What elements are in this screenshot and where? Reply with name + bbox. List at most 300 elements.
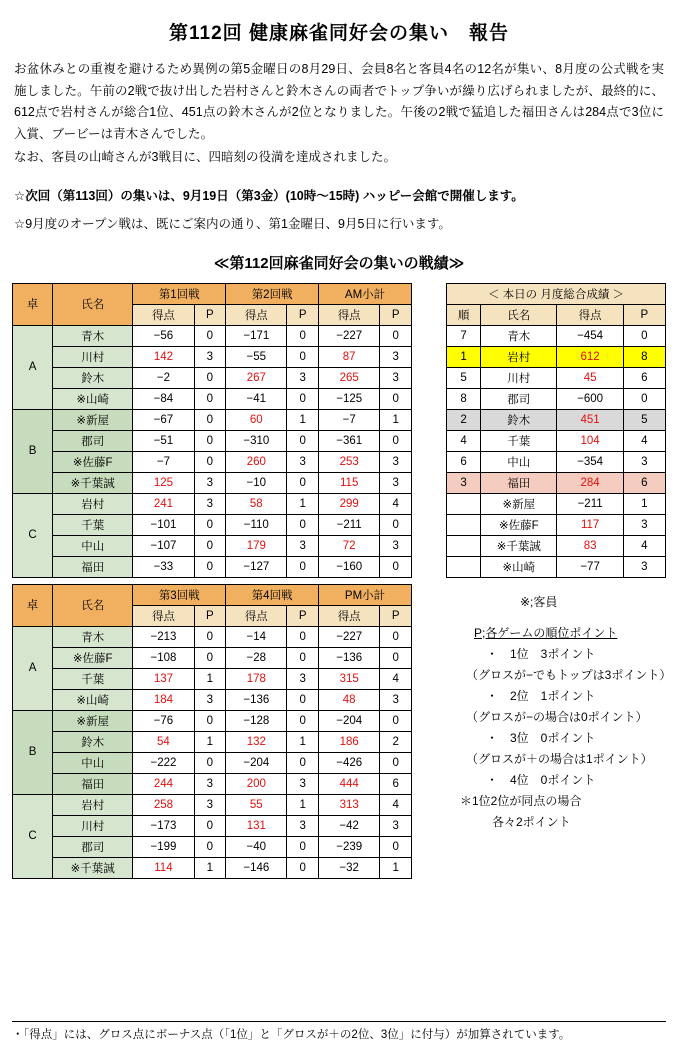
- point-cell: 0: [287, 514, 319, 535]
- score-cell: 444: [319, 773, 380, 794]
- total-row: [447, 514, 666, 535]
- header-game3: 第3回戦: [133, 584, 226, 605]
- tables-area: [12, 283, 672, 879]
- table-row: [13, 430, 412, 451]
- header-rank: 順: [447, 304, 481, 325]
- point-cell: 0: [380, 836, 412, 857]
- table-row: [13, 472, 412, 493]
- player-name-cell: 千葉: [53, 668, 133, 689]
- guest-mark-note: ※;客員: [520, 594, 558, 609]
- score-cell: 244: [133, 773, 194, 794]
- point-cell: 0: [287, 710, 319, 731]
- score-cell: 184: [133, 689, 194, 710]
- table-row: [13, 325, 412, 346]
- point-cell: 0: [380, 647, 412, 668]
- table-row: [13, 710, 412, 731]
- total-point-cell: 4: [623, 430, 665, 451]
- player-name-cell: ※佐藤F: [53, 451, 133, 472]
- point-cell: 0: [287, 430, 319, 451]
- point-cell: 3: [287, 773, 319, 794]
- score-cell: −136: [226, 689, 287, 710]
- player-name-cell: 福田: [481, 472, 557, 493]
- total-row: [447, 556, 666, 577]
- total-score-cell: −454: [557, 325, 623, 346]
- rank-cell: 5: [447, 367, 481, 388]
- point-cell: 3: [194, 689, 226, 710]
- point-cell: 0: [287, 836, 319, 857]
- point-cell: 3: [194, 794, 226, 815]
- point-cell: 3: [194, 493, 226, 514]
- total-score-cell: −354: [557, 451, 623, 472]
- total-row: [447, 493, 666, 514]
- taku-cell: B: [13, 409, 53, 493]
- total-point-cell: 4: [623, 535, 665, 556]
- point-cell: 2: [380, 731, 412, 752]
- total-score-cell: −77: [557, 556, 623, 577]
- header-game4: 第4回戦: [226, 584, 319, 605]
- point-cell: 0: [194, 367, 226, 388]
- total-point-cell: 3: [623, 556, 665, 577]
- score-cell: −76: [133, 710, 194, 731]
- player-name-cell: 岩村: [53, 794, 133, 815]
- score-cell: −7: [133, 451, 194, 472]
- score-cell: −227: [319, 626, 380, 647]
- score-cell: −211: [319, 514, 380, 535]
- score-cell: −310: [226, 430, 287, 451]
- pm-table-body: [13, 626, 412, 878]
- score-cell: −28: [226, 647, 287, 668]
- player-name-cell: 中山: [53, 752, 133, 773]
- score-cell: −171: [226, 325, 287, 346]
- total-row: [447, 367, 666, 388]
- score-cell: −125: [319, 388, 380, 409]
- total-caption: ＜ 本日の 月度総合成績 ＞: [447, 283, 666, 304]
- point-cell: 1: [194, 668, 226, 689]
- point-cell: 0: [194, 556, 226, 577]
- player-name-cell: ※千葉誠: [53, 857, 133, 878]
- point-cell: 0: [380, 325, 412, 346]
- score-cell: −213: [133, 626, 194, 647]
- score-cell: −56: [133, 325, 194, 346]
- total-row: [447, 388, 666, 409]
- rank-cell: 1: [447, 346, 481, 367]
- score-cell: −199: [133, 836, 194, 857]
- point-cell: 0: [380, 626, 412, 647]
- point-cell: 0: [287, 626, 319, 647]
- score-cell: 253: [319, 451, 380, 472]
- total-point-cell: 0: [623, 325, 665, 346]
- results-subtitle: ≪第112回麻雀同好会の集いの戦績≫: [213, 254, 465, 272]
- tie-note-2: 各々2ポイント: [492, 814, 571, 829]
- player-name-cell: 川村: [53, 346, 133, 367]
- score-cell: −51: [133, 430, 194, 451]
- point-cell: 3: [380, 367, 412, 388]
- pm-score-table: [12, 584, 412, 879]
- total-row: [447, 430, 666, 451]
- point-cell: 4: [380, 668, 412, 689]
- score-cell: −204: [226, 752, 287, 773]
- point-cell: 1: [194, 731, 226, 752]
- score-cell: 260: [226, 451, 287, 472]
- point-cell: 3: [287, 815, 319, 836]
- score-cell: 132: [226, 731, 287, 752]
- am-score-table: [12, 283, 412, 578]
- total-point-cell: 3: [623, 451, 665, 472]
- table-row: [13, 836, 412, 857]
- score-cell: −67: [133, 409, 194, 430]
- table-row: [13, 514, 412, 535]
- score-cell: −239: [319, 836, 380, 857]
- taku-cell: C: [13, 493, 53, 577]
- score-cell: −160: [319, 556, 380, 577]
- total-header-row: [447, 304, 666, 325]
- legend-item: ・ 4位 0ポイント: [486, 772, 596, 787]
- point-cell: 1: [287, 493, 319, 514]
- point-cell: 0: [194, 836, 226, 857]
- subheader-score: 得点: [319, 304, 380, 325]
- player-name-cell: 千葉: [481, 430, 557, 451]
- point-cell: 0: [194, 535, 226, 556]
- table-row: [13, 346, 412, 367]
- subheader-p: P: [194, 605, 226, 626]
- score-cell: 313: [319, 794, 380, 815]
- player-name-cell: 鈴木: [53, 731, 133, 752]
- score-cell: −110: [226, 514, 287, 535]
- taku-cell: B: [13, 710, 53, 794]
- point-cell: 0: [194, 647, 226, 668]
- point-cell: 0: [287, 346, 319, 367]
- rank-cell: 6: [447, 451, 481, 472]
- subheader-p: P: [380, 605, 412, 626]
- subheader-score: 得点: [319, 605, 380, 626]
- table-row: [13, 815, 412, 836]
- point-cell: 3: [194, 472, 226, 493]
- score-cell: −41: [226, 388, 287, 409]
- point-cell: 0: [380, 430, 412, 451]
- point-cell: 0: [287, 647, 319, 668]
- score-cell: 200: [226, 773, 287, 794]
- table-header-row: [13, 584, 412, 605]
- total-caption-row: [447, 283, 666, 304]
- subheader-score: 得点: [226, 304, 287, 325]
- score-cell: 87: [319, 346, 380, 367]
- total-score-cell: 83: [557, 535, 623, 556]
- total-row: [447, 451, 666, 472]
- point-cell: 0: [287, 857, 319, 878]
- rank-cell: [447, 535, 481, 556]
- player-name-cell: ※佐藤F: [53, 647, 133, 668]
- score-cell: −10: [226, 472, 287, 493]
- legend-item: （グロスが−でもトップは3ポイント）: [466, 667, 672, 682]
- player-name-cell: 千葉: [53, 514, 133, 535]
- rank-cell: [447, 514, 481, 535]
- next-meeting-notice: ☆次回（第113回）の集いは、9月19日（第3金）(10時～15時) ハッピー会館で開催します。: [14, 188, 524, 203]
- score-cell: 125: [133, 472, 194, 493]
- subheader-p: P: [287, 304, 319, 325]
- table-row: [13, 367, 412, 388]
- total-row: [447, 472, 666, 493]
- table-row: [13, 647, 412, 668]
- score-cell: 299: [319, 493, 380, 514]
- player-name-cell: 福田: [53, 556, 133, 577]
- total-score-cell: −600: [557, 388, 623, 409]
- rank-cell: 8: [447, 388, 481, 409]
- player-name-cell: 青木: [53, 626, 133, 647]
- point-cell: 1: [380, 857, 412, 878]
- rank-cell: 7: [447, 325, 481, 346]
- player-name-cell: 鈴木: [53, 367, 133, 388]
- point-cell: 0: [194, 388, 226, 409]
- header-name: 氏名: [53, 283, 133, 325]
- score-cell: 115: [319, 472, 380, 493]
- total-score-cell: 45: [557, 367, 623, 388]
- table-row: [13, 668, 412, 689]
- score-cell: −136: [319, 647, 380, 668]
- intro-paragraph-2: なお、客員の山崎さんが3戦目に、四暗刻の役満を達成されました。: [14, 150, 396, 164]
- score-cell: −32: [319, 857, 380, 878]
- point-cell: 0: [287, 472, 319, 493]
- player-name-cell: ※山崎: [53, 388, 133, 409]
- score-cell: 137: [133, 668, 194, 689]
- score-cell: 267: [226, 367, 287, 388]
- total-point-cell: 5: [623, 409, 665, 430]
- point-cell: 0: [194, 325, 226, 346]
- point-rule-items: [446, 644, 672, 791]
- point-cell: 0: [194, 815, 226, 836]
- score-cell: 186: [319, 731, 380, 752]
- score-cell: −101: [133, 514, 194, 535]
- total-row: [447, 325, 666, 346]
- point-cell: 0: [194, 626, 226, 647]
- score-cell: 178: [226, 668, 287, 689]
- tie-note-1: ＊1位2位が同点の場合: [460, 793, 582, 808]
- score-cell: 265: [319, 367, 380, 388]
- table-row: [13, 689, 412, 710]
- subheader-score: 得点: [226, 605, 287, 626]
- point-cell: 0: [287, 752, 319, 773]
- player-name-cell: 岩村: [481, 346, 557, 367]
- subheader-score: 得点: [133, 304, 194, 325]
- legend-item: ・ 2位 1ポイント: [486, 688, 596, 703]
- score-cell: −222: [133, 752, 194, 773]
- table-row: [13, 773, 412, 794]
- total-point-cell: 6: [623, 367, 665, 388]
- header-name: 氏名: [481, 304, 557, 325]
- table-row: [13, 731, 412, 752]
- player-name-cell: ※新屋: [53, 710, 133, 731]
- total-point-cell: 3: [623, 514, 665, 535]
- total-score-cell: 284: [557, 472, 623, 493]
- player-name-cell: 郡司: [481, 388, 557, 409]
- point-cell: 0: [194, 752, 226, 773]
- point-cell: 1: [380, 409, 412, 430]
- score-cell: 72: [319, 535, 380, 556]
- player-name-cell: ※千葉誠: [53, 472, 133, 493]
- taku-cell: C: [13, 794, 53, 878]
- page-title: 第112回 健康麻雀同好会の集い 報告: [169, 23, 509, 44]
- total-score-cell: −211: [557, 493, 623, 514]
- point-cell: 0: [194, 451, 226, 472]
- score-cell: 258: [133, 794, 194, 815]
- table-row: [13, 535, 412, 556]
- score-cell: −33: [133, 556, 194, 577]
- score-cell: −84: [133, 388, 194, 409]
- header-pm-subtotal: PM小計: [319, 584, 412, 605]
- subheader-p: P: [194, 304, 226, 325]
- legend-item: （グロスが−の場合は0ポイント）: [466, 709, 648, 724]
- am-table-body: [13, 325, 412, 577]
- subheader-score: 得点: [133, 605, 194, 626]
- header-p: P: [623, 304, 665, 325]
- point-cell: 3: [194, 346, 226, 367]
- point-cell: 3: [287, 367, 319, 388]
- point-cell: 1: [287, 794, 319, 815]
- score-cell: 131: [226, 815, 287, 836]
- point-cell: 3: [287, 668, 319, 689]
- total-score-cell: 117: [557, 514, 623, 535]
- score-cell: −361: [319, 430, 380, 451]
- total-point-cell: 6: [623, 472, 665, 493]
- score-cell: −107: [133, 535, 194, 556]
- point-cell: 6: [380, 773, 412, 794]
- player-name-cell: ※千葉誠: [481, 535, 557, 556]
- score-cell: −2: [133, 367, 194, 388]
- point-cell: 1: [287, 409, 319, 430]
- table-row: [13, 556, 412, 577]
- total-table-body: [447, 325, 666, 577]
- header-score: 得点: [557, 304, 623, 325]
- total-row: [447, 346, 666, 367]
- total-point-cell: 0: [623, 388, 665, 409]
- rank-cell: 3: [447, 472, 481, 493]
- point-rule-title: P;各ゲームの順位ポイント: [474, 625, 618, 640]
- legend-item: ・ 1位 3ポイント: [486, 646, 596, 661]
- total-score-cell: 104: [557, 430, 623, 451]
- footer-note-wrap: [12, 1021, 666, 1042]
- right-panel: [446, 283, 672, 833]
- point-cell: 4: [380, 493, 412, 514]
- point-cell: 0: [194, 409, 226, 430]
- table-row: [13, 451, 412, 472]
- point-cell: 0: [287, 556, 319, 577]
- score-cell: −42: [319, 815, 380, 836]
- score-cell: −127: [226, 556, 287, 577]
- player-name-cell: 福田: [53, 773, 133, 794]
- point-cell: 3: [194, 773, 226, 794]
- table-row: [13, 388, 412, 409]
- total-row: [447, 409, 666, 430]
- point-cell: 3: [380, 535, 412, 556]
- score-cell: −146: [226, 857, 287, 878]
- score-cell: −14: [226, 626, 287, 647]
- rank-cell: 2: [447, 409, 481, 430]
- player-name-cell: 青木: [481, 325, 557, 346]
- table-row: [13, 409, 412, 430]
- table-row: [13, 626, 412, 647]
- point-cell: 3: [380, 689, 412, 710]
- point-cell: 0: [287, 689, 319, 710]
- taku-cell: A: [13, 626, 53, 710]
- score-cell: −40: [226, 836, 287, 857]
- player-name-cell: 青木: [53, 325, 133, 346]
- point-cell: 0: [380, 514, 412, 535]
- total-score-cell: 451: [557, 409, 623, 430]
- score-cell: −204: [319, 710, 380, 731]
- rank-cell: 4: [447, 430, 481, 451]
- point-cell: 0: [194, 710, 226, 731]
- open-match-notice: ☆9月度のオープン戦は、既にご案内の通り、第1金曜日、9月5日に行います。: [14, 217, 451, 231]
- header-taku: 卓: [13, 584, 53, 626]
- table-header-row: [13, 283, 412, 304]
- score-cell: −108: [133, 647, 194, 668]
- player-name-cell: ※佐藤F: [481, 514, 557, 535]
- point-cell: 4: [380, 794, 412, 815]
- total-point-cell: 8: [623, 346, 665, 367]
- player-name-cell: 川村: [481, 367, 557, 388]
- point-cell: 1: [194, 857, 226, 878]
- point-cell: 0: [380, 752, 412, 773]
- score-cell: 114: [133, 857, 194, 878]
- player-name-cell: ※山崎: [53, 689, 133, 710]
- score-cell: 55: [226, 794, 287, 815]
- total-point-cell: 1: [623, 493, 665, 514]
- player-name-cell: 中山: [481, 451, 557, 472]
- player-name-cell: 鈴木: [481, 409, 557, 430]
- player-name-cell: 中山: [53, 535, 133, 556]
- subheader-p: P: [380, 304, 412, 325]
- score-cell: −55: [226, 346, 287, 367]
- score-cell: 54: [133, 731, 194, 752]
- header-am-subtotal: AM小計: [319, 283, 412, 304]
- player-name-cell: ※新屋: [481, 493, 557, 514]
- player-name-cell: 郡司: [53, 430, 133, 451]
- header-game1: 第1回戦: [133, 283, 226, 304]
- score-cell: −128: [226, 710, 287, 731]
- score-cell: −173: [133, 815, 194, 836]
- legend-item: （グロスが＋の場合は1ポイント）: [466, 751, 653, 766]
- player-name-cell: ※山崎: [481, 556, 557, 577]
- taku-cell: A: [13, 325, 53, 409]
- player-name-cell: 川村: [53, 815, 133, 836]
- table-row: [13, 493, 412, 514]
- player-name-cell: 岩村: [53, 493, 133, 514]
- point-cell: 0: [380, 388, 412, 409]
- point-cell: 0: [380, 556, 412, 577]
- point-cell: 0: [194, 430, 226, 451]
- score-cell: −227: [319, 325, 380, 346]
- table-row: [13, 857, 412, 878]
- point-cell: 3: [380, 346, 412, 367]
- score-cell: 60: [226, 409, 287, 430]
- point-cell: 1: [287, 731, 319, 752]
- rank-cell: [447, 556, 481, 577]
- score-cell: −7: [319, 409, 380, 430]
- rank-cell: [447, 493, 481, 514]
- point-cell: 3: [380, 815, 412, 836]
- score-cell: 48: [319, 689, 380, 710]
- table-row: [13, 752, 412, 773]
- table-row: [13, 794, 412, 815]
- header-taku: 卓: [13, 283, 53, 325]
- legend-item: ・ 3位 0ポイント: [486, 730, 596, 745]
- point-cell: 0: [287, 325, 319, 346]
- score-cell: 142: [133, 346, 194, 367]
- total-score-cell: 612: [557, 346, 623, 367]
- header-game2: 第2回戦: [226, 283, 319, 304]
- point-cell: 0: [380, 710, 412, 731]
- point-cell: 0: [194, 514, 226, 535]
- point-cell: 3: [287, 535, 319, 556]
